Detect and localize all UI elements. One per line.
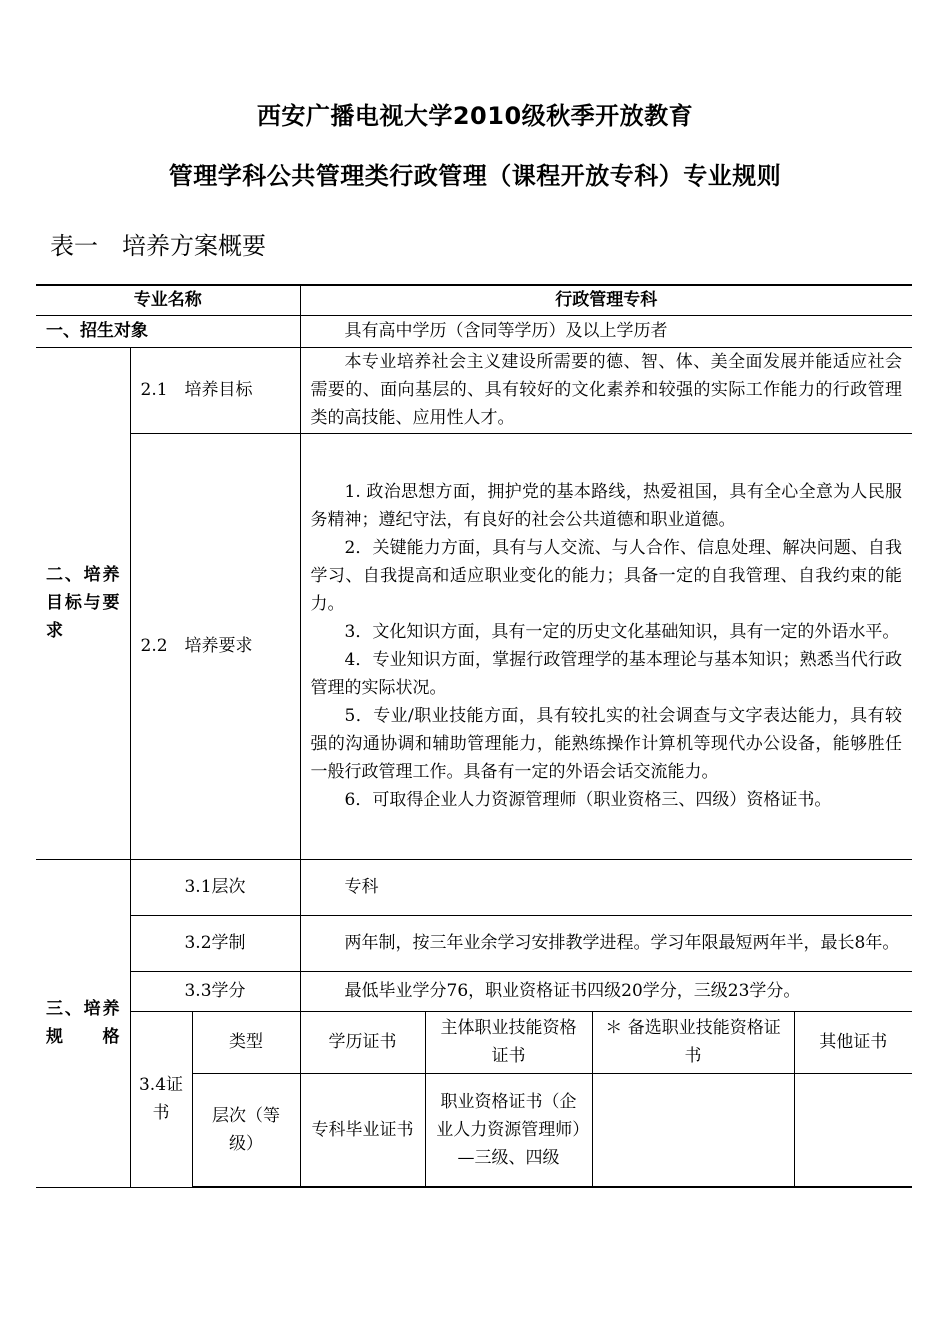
requirement-item: 5．专业/职业技能方面，具有较扎实的社会调查与文字表达能力，具有较强的沟通协调和辅助管理能力，能熟练操作计算机等现代办公设备，能够胜任一般行政管理工作。具备有一定的外语会话交流能力。: [310, 706, 902, 782]
level-value: 专科: [300, 859, 912, 915]
cert-type-header: 类型: [192, 1011, 300, 1073]
requirement-item: 4．专业知识方面，掌握行政管理学的基本理论与基本知识；熟悉当代行政管理的实际状况。: [310, 650, 902, 698]
cert-level-label: 层次（等级）: [192, 1073, 300, 1187]
cert-diploma-value: 专科毕业证书: [300, 1073, 425, 1187]
cert-optional-skill-header: ＊ 备选职业技能资格证书: [592, 1011, 794, 1073]
section-label: 表一: [50, 232, 98, 260]
enrollment-row: [36, 315, 912, 347]
objective-row: [36, 347, 912, 433]
requirement-item: 1. 政治思想方面，拥护党的基本路线，热爱祖国，具有全心全意为人民服务精神；遵纪守法，有良好的社会公共道德和职业道德。: [310, 482, 902, 530]
goals-label: 二、培养目标与要求: [36, 347, 130, 859]
specs-label: 三、培养规格: [36, 859, 130, 1187]
system-label: 3.2学制: [130, 915, 300, 971]
cert-header-row: [36, 1011, 912, 1073]
cert-label: 3.4证书: [130, 1011, 192, 1187]
cert-main-skill-value: 职业资格证书（企业人力资源管理师）—三级、四级: [425, 1073, 592, 1187]
cert-other-value: [794, 1073, 912, 1187]
credit-row: [36, 971, 912, 1011]
requirement-item: 6．可取得企业人力资源管理师（职业资格三、四级）资格证书。: [344, 790, 832, 810]
requirement-item: 3．文化知识方面，具有一定的历史文化基础知识，具有一定的外语水平。: [344, 622, 900, 642]
col-name-header: 专业名称: [36, 285, 300, 315]
cert-diploma-header: 学历证书: [300, 1011, 425, 1073]
cert-main-skill-header: 主体职业技能资格证书: [425, 1011, 592, 1073]
document-title-line1: 西安广播电视大学2010级秋季开放教育: [256, 102, 694, 130]
requirement-item: 2．关键能力方面，具有与人交流、与人合作、信息处理、解决问题、自我学习、自我提高和适应职业变化的能力；具备一定的自我管理、自我约束的能力。: [310, 538, 902, 614]
system-value: 两年制，按三年业余学习安排教学进程。学习年限最短两年半，最长8年。: [300, 915, 912, 971]
plan-summary-table: [36, 284, 912, 1188]
enrollment-value: 具有高中学历（含同等学历）及以上学历者: [300, 315, 912, 347]
requirement-list: [300, 433, 912, 859]
enrollment-label: 一、招生对象: [36, 315, 300, 347]
cert-optional-skill-value: [592, 1073, 794, 1187]
level-label: 3.1层次: [130, 859, 300, 915]
level-row: [36, 859, 912, 915]
document-title-line2: 管理学科公共管理类行政管理（课程开放专科）专业规则: [168, 162, 782, 190]
section-title: 培养方案概要: [122, 232, 266, 260]
requirement-label: 2.2 培养要求: [130, 433, 300, 859]
objective-label: 2.1 培养目标: [130, 347, 300, 433]
cert-other-header: 其他证书: [794, 1011, 912, 1073]
objective-text: 本专业培养社会主义建设所需要的德、智、体、美全面发展并能适应社会需要的、面向基层的、具有较好的文化素养和较强的实际工作能力的行政管理类的高技能、应用性人才。: [300, 347, 912, 433]
credit-label: 3.3学分: [130, 971, 300, 1011]
col-value-header: 行政管理专科: [300, 285, 912, 315]
table-header-row: [36, 285, 912, 315]
requirement-row: [36, 433, 912, 859]
section-heading: [50, 226, 266, 261]
credit-value: 最低毕业学分76，职业资格证书四级20学分，三级23学分。: [300, 971, 912, 1011]
system-row: [36, 915, 912, 971]
